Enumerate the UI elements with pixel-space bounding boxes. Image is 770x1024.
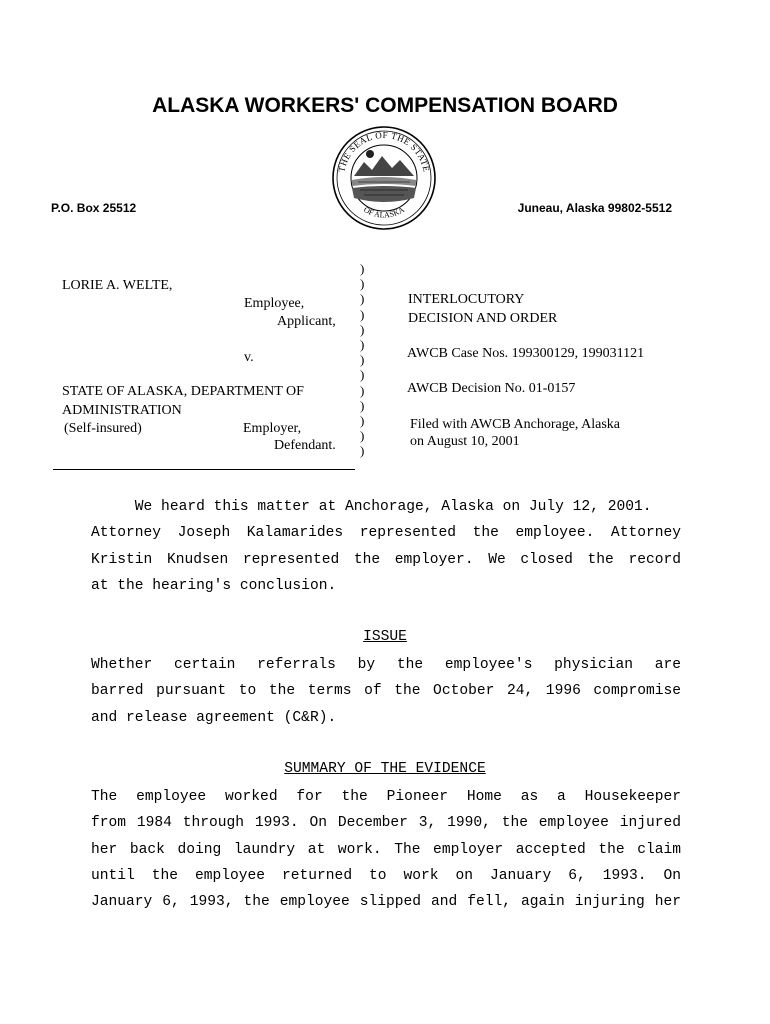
intro-line: We heard this matter at Anchorage, Alaska on July 12, 2001. [91,499,652,515]
applicant-role-applicant: Applicant, [277,314,336,329]
summary-line: The employee worked for the Pioneer Home as a Housekeeper [91,789,681,805]
applicant-name: LORIE A. WELTE, [62,278,173,293]
filed-line-1: Filed with AWCB Anchorage, Alaska [410,417,621,432]
issue-paragraph [91,652,681,731]
board-title: ALASKA WORKERS' COMPENSATION BOARD [152,94,618,117]
issue-line: barred pursuant to the terms of the October 24, 1996 compromise [91,683,681,700]
summary-line: January 6, 1993, the employee slipped and fell, again injuring her [91,894,681,911]
state-seal-icon [330,124,438,232]
issue-heading: ISSUE [363,629,407,645]
summary-line: from 1984 through 1993. On December 3, 1990, the employee injured [91,815,681,832]
caption-paren-column: ) ) ) ) ) ) ) ) ) ) ) ) ) [360,261,365,459]
order-title-line-1: INTERLOCUTORY [408,292,525,307]
order-title-line-2: DECISION AND ORDER [408,311,558,326]
employer-note: (Self-insured) [64,421,142,436]
employer-role-employer: Employer, [243,421,302,436]
svg-text:OF ALASKA: OF ALASKA [362,204,406,220]
address-right: Juneau, Alaska 99802-5512 [517,201,672,215]
summary-heading: SUMMARY OF THE EVIDENCE [284,761,486,777]
applicant-role-employee: Employee, [244,296,305,311]
summary-paragraph [91,784,681,915]
caption-rule [53,469,355,470]
summary-line: until the employee returned to work on January 6, 1993. On [91,867,681,884]
issue-line: Whether certain referrals by the employee's physician are [91,657,681,673]
summary-line: her back doing laundry at work. The employer accepted the claim [91,841,681,858]
svg-text:THE SEAL OF THE STATE: THE SEAL OF THE STATE [336,129,432,173]
versus: v. [244,350,254,365]
address-left: P.O. Box 25512 [51,201,137,215]
employer-name-line-1: STATE OF ALASKA, DEPARTMENT OF [62,384,304,399]
intro-paragraph [91,494,681,599]
decision-number: AWCB Decision No. 01-0157 [407,381,576,396]
issue-line: and release agreement (C&R). [91,709,337,726]
intro-line: Kristin Knudsen represented the employer. We closed the record [91,551,681,568]
filed-line-2: on August 10, 2001 [410,434,520,449]
case-numbers: AWCB Case Nos. 199300129, 199031121 [407,346,645,361]
employer-role-defendant: Defendant. [274,438,336,453]
intro-line: Attorney Joseph Kalamarides represented the employee. Attorney [91,525,681,542]
intro-line: at the hearing's conclusion. [91,577,337,594]
employer-name-line-2: ADMINISTRATION [62,403,182,418]
